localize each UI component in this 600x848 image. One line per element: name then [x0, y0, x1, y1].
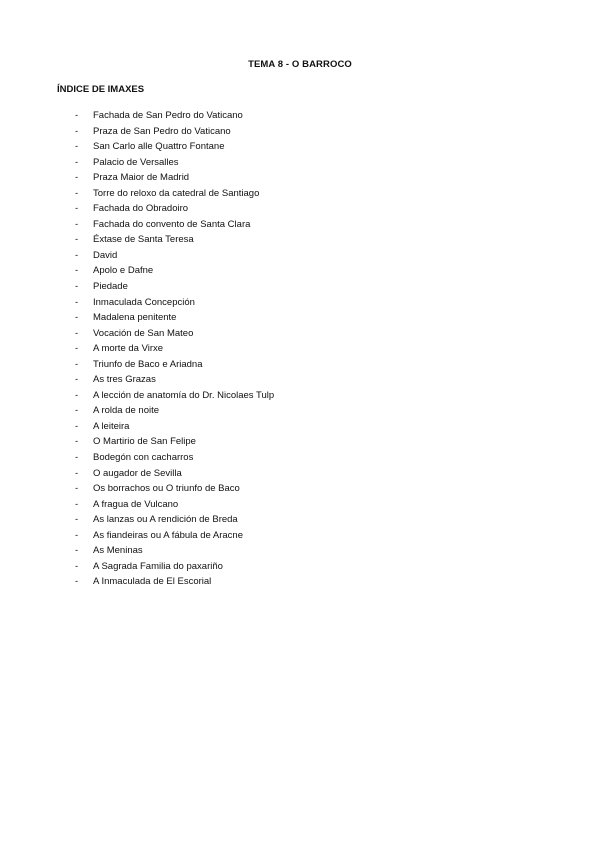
list-item-label: Praza de San Pedro do Vaticano	[93, 125, 231, 137]
list-item-label: Palacio de Versalles	[93, 156, 179, 168]
list-bullet: -	[75, 529, 79, 541]
list-item-label: A Inmaculada de El Escorial	[93, 576, 212, 588]
list-item-label: A fragua de Vulcano	[93, 498, 179, 510]
list-bullet: -	[75, 312, 79, 324]
list-bullet: -	[75, 545, 79, 557]
list-bullet: -	[75, 172, 79, 184]
list-bullet: -	[75, 110, 79, 121]
list-item-label: Fachada de San Pedro do Vaticano	[93, 110, 243, 121]
list-item-label: Praza Maior de Madrid	[93, 172, 190, 184]
list-item-label: As tres Grazas	[93, 374, 156, 386]
list-item-label: David	[93, 249, 118, 261]
list-bullet: -	[75, 141, 79, 153]
list-item-label: Triunfo de Baco e Ariadna	[93, 358, 203, 370]
list-bullet: -	[75, 296, 79, 308]
list-bullet: -	[75, 156, 79, 168]
list-bullet: -	[75, 389, 79, 401]
list-item-label: Fachada do convento de Santa Clara	[93, 218, 251, 230]
list-item-label: San Carlo alle Quattro Fontane	[93, 141, 225, 153]
list-bullet: -	[75, 576, 79, 588]
list-bullet: -	[75, 483, 79, 495]
list-item-label: O Martirio de San Felipe	[93, 436, 196, 448]
list-item-label: A leiteira	[93, 420, 130, 432]
list-item-label: Éxtase de Santa Teresa	[93, 234, 194, 246]
section-heading: ÍNDICE DE IMAXES	[57, 84, 145, 95]
list-bullet: -	[75, 560, 79, 572]
list-bullet: -	[75, 265, 79, 277]
list-item-label: Inmaculada Concepción	[93, 296, 195, 308]
list-item-label: As fiandeiras ou A fábula de Aracne	[93, 529, 243, 541]
list-bullet: -	[75, 125, 79, 137]
list-bullet: -	[75, 327, 79, 339]
list-bullet: -	[75, 452, 79, 464]
list-item-label: Apolo e Dafne	[93, 265, 154, 277]
list-item-label: Piedade	[93, 281, 128, 293]
list-bullet: -	[75, 187, 79, 199]
list-bullet: -	[75, 343, 79, 355]
list-bullet: -	[75, 405, 79, 417]
list-bullet: -	[75, 203, 79, 215]
list-bullet: -	[75, 436, 79, 448]
list-item-label: A rolda de noite	[93, 405, 160, 417]
list-item-label: O augador de Sevilla	[93, 467, 182, 479]
list-bullet: -	[75, 358, 79, 370]
list-item-label: Torre do reloxo da catedral de Santiago	[93, 187, 260, 199]
list-bullet: -	[75, 218, 79, 230]
list-bullet: -	[75, 249, 79, 261]
list-bullet: -	[75, 374, 79, 386]
list-item-label: Fachada do Obradoiro	[93, 203, 189, 215]
list-bullet: -	[75, 498, 79, 510]
list-item-label: Vocación de San Mateo	[93, 327, 194, 339]
list-bullet: -	[75, 420, 79, 432]
list-item-label: Os borrachos ou O triunfo de Baco	[93, 483, 240, 495]
list-item-label: As lanzas ou A rendición de Breda	[93, 514, 238, 526]
list-bullet: -	[75, 467, 79, 479]
list-item-label: Madalena penitente	[93, 312, 177, 324]
page-title: TEMA 8 - O BARROCO	[248, 59, 352, 70]
list-bullet: -	[75, 234, 79, 246]
list-item-label: A Sagrada Familia do paxariño	[93, 560, 223, 572]
list-bullet: -	[75, 281, 79, 293]
list-bullet: -	[75, 514, 79, 526]
list-item-label: As Meninas	[93, 545, 143, 557]
list-item-label: A morte da Virxe	[93, 343, 164, 355]
list-item-label: A lección de anatomía do Dr. Nicolaes Tulp	[93, 389, 275, 401]
list-item-label: Bodegón con cacharros	[93, 452, 194, 464]
